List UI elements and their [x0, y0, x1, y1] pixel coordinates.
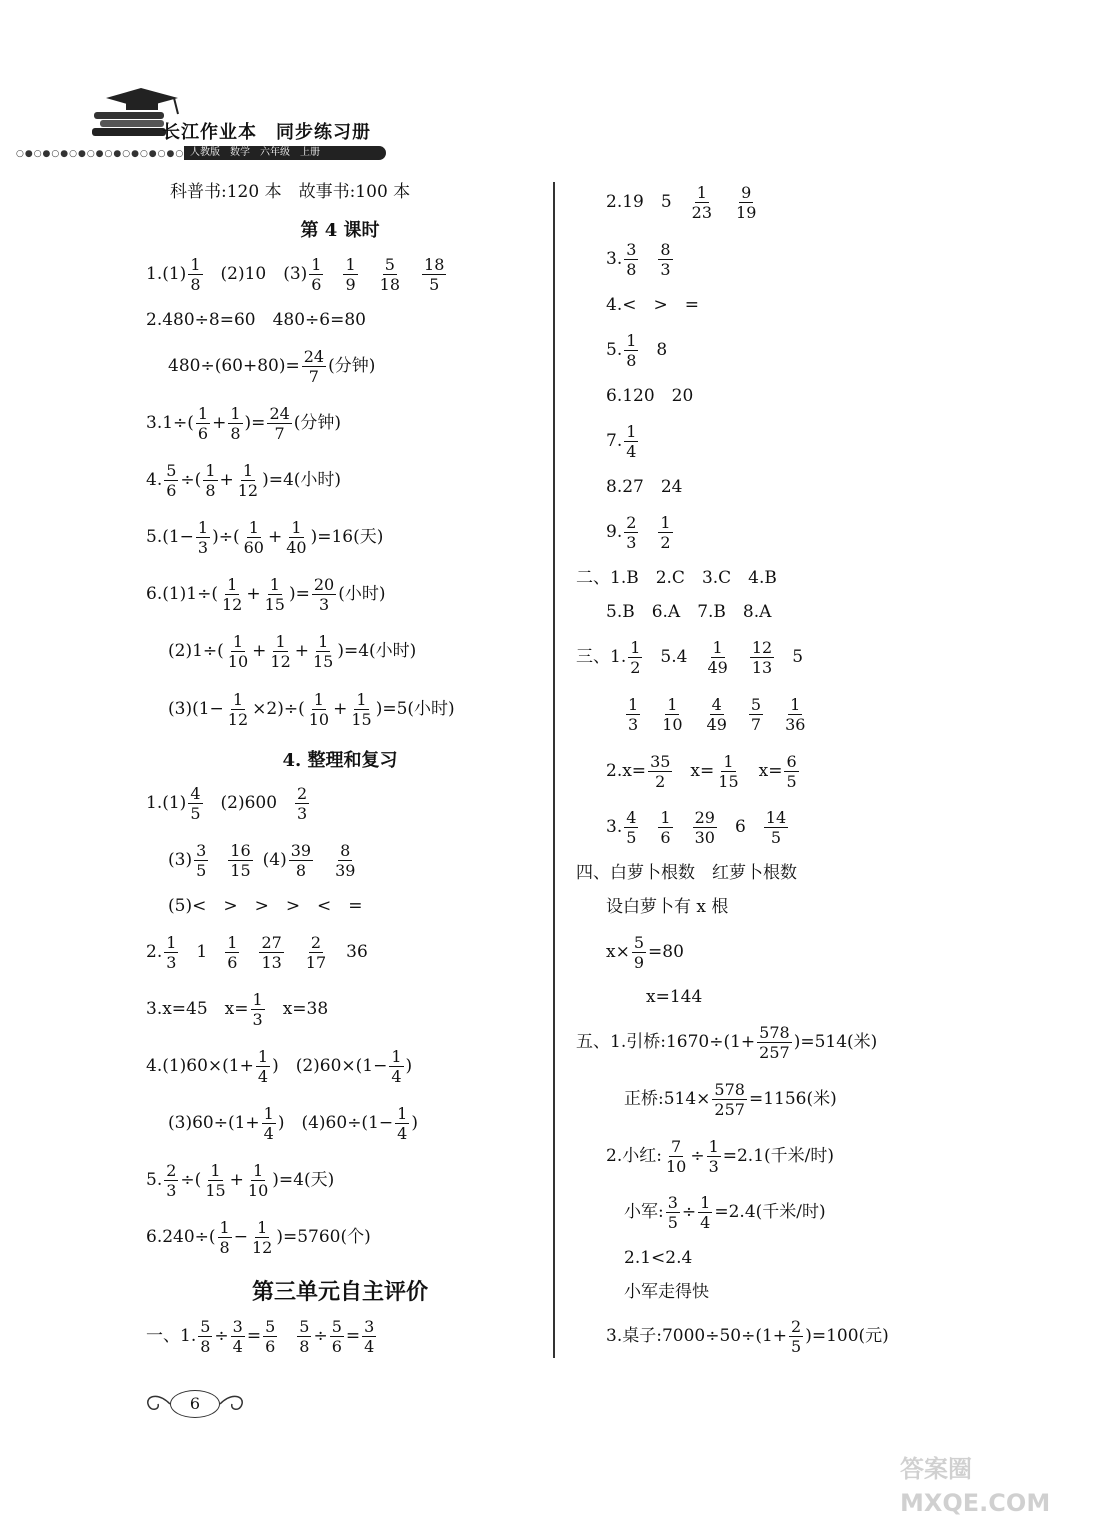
unit-title: 第三单元自主评价 [251, 1280, 428, 1305]
answer-line: 8.27 24 [606, 477, 683, 497]
answer-line: 480÷(60+80)= $\frac{24}{7}$ (分钟) [168, 346, 376, 386]
answer-line: 2.480÷8=60 480÷6=80 [146, 310, 366, 330]
answer-line: x× $\frac{5}{9}$ =80 [606, 932, 684, 972]
answer-line: 3. $\frac{4}{5}$ $\frac{1}{6}$ $\frac{29}{30}$ 6 $\frac{14}{5}$ [606, 807, 787, 847]
answer-line: 2.x= $\frac{35}{2}$ x= $\frac{1}{15}$ x= $\frac{6}{5}$ [606, 751, 797, 791]
watermark-logo: 答案圈 MXQE.COM [900, 1455, 1051, 1517]
answer-line: 6.240÷( $\frac{1}{8}$ − $\frac{1}{12}$ )=5760(个) [146, 1217, 371, 1257]
answer-line: 2.19 5 $\frac{1}{23}$ $\frac{9}{19}$ [606, 182, 757, 222]
book-title: 长江作业本 同步练习册 [162, 122, 371, 143]
answer-line: 1.(1) $\frac{1}{8}$ (2)10 (3) $\frac{1}{6}$ $\frac{1}{9}$ $\frac{5}{18}$ $\frac{18}{5}$ [146, 254, 445, 294]
answer-line: (3)(1− $\frac{1}{12}$ ×2)÷( $\frac{1}{10}$ + $\frac{1}{15}$ )=5(小时) [168, 689, 455, 729]
answer-line: 9. $\frac{2}{3}$ $\frac{1}{2}$ [606, 512, 671, 552]
answer-line: 小军走得快 [624, 1282, 709, 1302]
answer-line: 6.(1)1÷( $\frac{1}{12}$ + $\frac{1}{15}$ )= $\frac{20}{3}$ (小时) [146, 574, 386, 614]
answer-line: 3. $\frac{3}{8}$ $\frac{8}{3}$ [606, 239, 671, 279]
book-header [16, 84, 376, 160]
column-divider [553, 182, 555, 1358]
answer-line: 7. $\frac{1}{4}$ [606, 421, 637, 461]
answer-line: 5. $\frac{1}{8}$ 8 [606, 330, 668, 370]
answer-line: 4. $\frac{5}{6}$ ÷( $\frac{1}{8}$ + $\frac{1}{12}$ )=4(小时) [146, 460, 342, 500]
page-number: 6 [170, 1390, 220, 1418]
answer-line: 设白萝卜有 x 根 [606, 897, 729, 917]
answer-line: 3.桌子:7000÷50÷(1+ $\frac{2}{5}$ )=100(元) [606, 1316, 889, 1356]
answer-line: 3.1÷( $\frac{1}{6}$ + $\frac{1}{8}$ )= $\frac{24}{7}$ (分钟) [146, 403, 342, 443]
answer-line: 2.1<2.4 [624, 1248, 693, 1268]
answer-line: 二、1.B 2.C 3.C 4.B [576, 568, 777, 588]
answer-line: x=144 [646, 987, 703, 1007]
page-number-ornament [142, 1386, 248, 1422]
answer-line: 五、1.引桥:1670÷(1+ $\frac{578}{257}$ )=514(米) [576, 1022, 878, 1062]
answer-line: (5)< > > > < = [168, 896, 363, 916]
answer-line: 4.< > = [606, 295, 699, 315]
answer-line: 3.x=45 x= $\frac{1}{3}$ x=38 [146, 989, 329, 1029]
answer-line: $\frac{1}{3}$ $\frac{1}{10}$ $\frac{4}{49}$ $\frac{5}{7}$ $\frac{1}{36}$ [628, 694, 806, 734]
answer-line: 小军: $\frac{3}{5}$ ÷ $\frac{1}{4}$ =2.4(千米/时) [624, 1192, 826, 1232]
answer-line: 6.120 20 [606, 386, 694, 406]
section-title: 第 4 课时 [300, 220, 380, 241]
answer-line: 科普书:120 本 故事书:100 本 [170, 182, 411, 202]
answer-line: 1.(1) $\frac{4}{5}$ (2)600 $\frac{2}{3}$ [146, 783, 308, 823]
answer-line: 三、1. $\frac{1}{2}$ 5.4 $\frac{1}{49}$ $\frac{12}{13}$ 5 [576, 637, 804, 677]
answer-line: 5.(1− $\frac{1}{3}$ )÷( $\frac{1}{60}$ + $\frac{1}{40}$ )=16(天) [146, 517, 384, 557]
answer-line: (2)1÷( $\frac{1}{10}$ + $\frac{1}{12}$ + $\frac{1}{15}$ )=4(小时) [168, 631, 417, 671]
edition-band: 人教版 数学 六年级 上册 [184, 146, 386, 160]
section-title: 4. 整理和复习 [282, 750, 398, 771]
answer-line: 一、1. $\frac{5}{8}$ ÷ $\frac{3}{4}$ = $\frac{5}{6}$ $\frac{5}{8}$ ÷ $\frac{5}{6}$ = $\frac{3}{4}$ [146, 1316, 375, 1356]
answer-line: (3) $\frac{3}{5}$ $\frac{16}{15}$ (4) $\frac{39}{8}$ $\frac{8}{39}$ [168, 840, 356, 880]
dot-row: ○●○●○●○●○●○●○●○●○●○ [16, 149, 185, 159]
answer-line: 四、白萝卜根数 红萝卜根数 [576, 863, 797, 883]
answer-line: 5.B 6.A 7.B 8.A [606, 602, 772, 622]
answer-line: 正桥:514× $\frac{578}{257}$ =1156(米) [624, 1079, 837, 1119]
answer-line: (3)60÷(1+ $\frac{1}{4}$ ) (4)60÷(1− $\frac{1}{4}$ ) [168, 1103, 418, 1143]
answer-line: 2. $\frac{1}{3}$ 1 $\frac{1}{6}$ $\frac{27}{13}$ $\frac{2}{17}$ 36 [146, 932, 368, 972]
answer-line: 5. $\frac{2}{3}$ ÷( $\frac{1}{15}$ + $\frac{1}{10}$ )=4(天) [146, 1160, 335, 1200]
answer-line: 2.小红: $\frac{7}{10}$ ÷ $\frac{1}{3}$ =2.1(千米/时) [606, 1136, 835, 1176]
answer-line: 4.(1)60×(1+ $\frac{1}{4}$ ) (2)60×(1− $\frac{1}{4}$ ) [146, 1046, 413, 1086]
